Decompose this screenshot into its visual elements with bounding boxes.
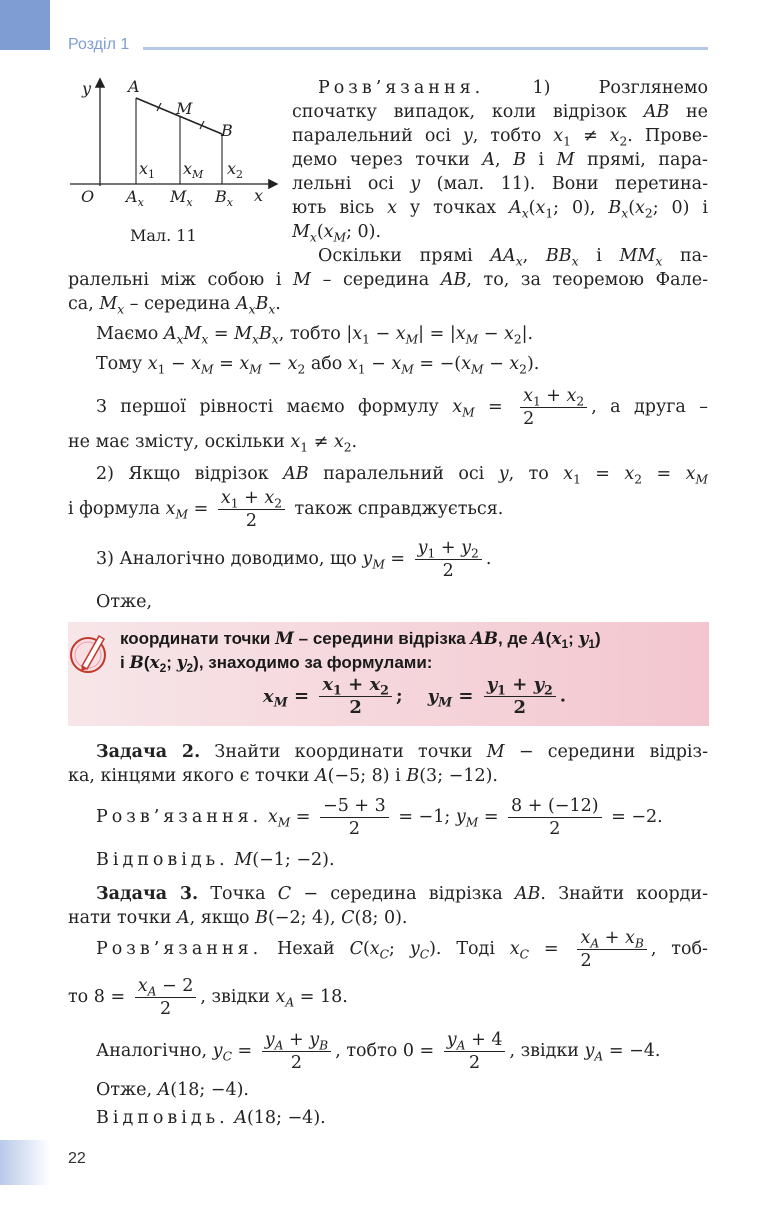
text-line: 2) Якщо відрізок AB паралельний осі y, то $x_1 = x_2 = x_M$ [96,464,709,487]
text-line: спочатку випадок, коли відрізок AB не [292,102,708,122]
text-line: Відповідь. M(−1; −2). [96,850,335,870]
callout-line-2: і $B(x_2$; $y_2$), знаходимо за формулами: [120,653,433,676]
label-bx: $B_x$ [215,187,233,209]
text-line: ралельні між собою і M – середина AB, то, за теоремою Фале- [68,270,708,290]
figure-11 [64,74,284,229]
text-line: Задача 3. Точка C − середина відрізка AB. Знайти коорди- [96,884,708,904]
text-line: Відповідь. A(18; −4). [96,1108,326,1128]
text-line: паралельний осі y, тобто $x_1 \ne x_2$. Прове- [292,126,708,149]
text-line: не має змісту, оскільки $x_1 \ne x_2$. [68,432,358,455]
text-line: Розв’язання. 1) Розглянемо [318,78,708,98]
label-mx: $M_x$ [170,187,193,209]
callout-line-1: координати точки M – середини відрізка AB, де $A(x_1$; $y_1$) [120,629,601,652]
formula-callout [68,622,709,726]
text-line: лельні осі y (мал. 11). Вони перетина- [292,174,708,194]
text-line: Тому $x_1 - x_M = x_M - x_2$ або $x_1 - x_M = -(x_M - x_2)$. [96,354,540,377]
text-line: демо через точки A, B і M прямі, пара- [292,150,708,170]
point-m-label: M [176,99,193,118]
text-line: Отже, A(18; −4). [96,1080,249,1100]
pencil-note-icon [68,630,112,676]
label-xm: $x_M$ [183,159,204,181]
page-number: 22 [68,1150,86,1167]
text-line: Оскільки прямі $AA_x$, $BB_x$ і $MM_x$ па- [318,246,708,269]
label-ax: $A_x$ [126,187,144,209]
text-line: $M_x(x_M$; 0). [292,222,382,245]
answer-label: Відповідь. [96,850,229,870]
text-line: са, $M_x$ – середина $A_xB_x$. [68,294,281,317]
figure-caption: Мал. 11 [130,226,197,245]
text-analog: 3) Аналогічно доводимо, що [96,549,357,569]
solution-label: Розв’язання. [96,807,263,827]
text-line: Задача 2. Знайти координати точки M − середини відріз- [96,742,708,762]
text-line: З першої рівності маємо формулу $x_M$ = $\frac{x_1 + x_2}{2}$ , а друга – [96,386,709,429]
text-line: і формула $x_M$ = $\frac{x_1 + x_2}{2}$ також справджується. [68,488,504,531]
text-line: Розв’язання. $x_M$ = $\frac{-5 + 3}{2}$ = −1; $y_M$ = $\frac{8 + (-12)}{2}$ = −2. [96,796,663,839]
text-line: Маємо $A_xM_x = M_xB_x$, тобто $|x_1 - x_M| = |x_M - x_2|$. [96,324,534,347]
solution-label: Розв’язання. [318,78,485,98]
section-label: Розділ 1 [68,36,130,53]
header-rule [143,47,708,50]
task3-label: Задача 3. [96,884,199,904]
answer-label: Відповідь. [96,1108,229,1128]
label-x1: $x_1$ [139,159,156,181]
label-x2: $x_2$ [227,159,244,181]
page-corner-decoration [0,0,50,50]
point-a-label: A [128,77,140,96]
axis-x-label: x [254,186,264,205]
text-line: 3) Аналогічно доводимо, що $y_M$ = $\frac{y_1 + y_2}{2}$ . [96,538,492,581]
solution-label: Розв’язання. [96,939,263,959]
page-corner-decoration [0,1140,50,1185]
origin-label: O [81,187,95,206]
text-otzhe: Отже, [96,592,153,612]
text-line: Розв’язання. Нехай $C(x_C$; $y_C$). Тоді $x_C$ = $\frac{x_A + x_B}{2}$ , тоб- [96,928,708,971]
text-line: ка, кінцями якого є точки A(−5; 8) і B(3; −12). [68,766,498,786]
callout-formula: $x_M$ = $\frac{x_1 + x_2}{2}$ ; $y_M$ = $\frac{y_1 + y_2}{2}$ . [263,674,567,718]
callout-text [120,627,601,675]
text-line: Аналогічно, $y_C$ = $\frac{y_A + y_B}{2}$ , тобто 0 = $\frac{y_A + 4}{2}$ , звідки $y_A = -4$. [96,1030,661,1073]
text-line: то 8 = $\frac{x_A - 2}{2}$ , звідки $x_A = 18$. [68,976,348,1019]
point-b-label: B [221,121,233,140]
axis-y-label: y [82,79,92,98]
text-line: ють вісь x у точках $A_x(x_1$; 0), $B_x(x_2$; 0) і [292,198,709,221]
segment-diagram [64,74,284,224]
task2-label: Задача 2. [96,742,201,762]
text-line: нати точки A, якщо B(−2; 4), C(8; 0). [68,908,408,928]
